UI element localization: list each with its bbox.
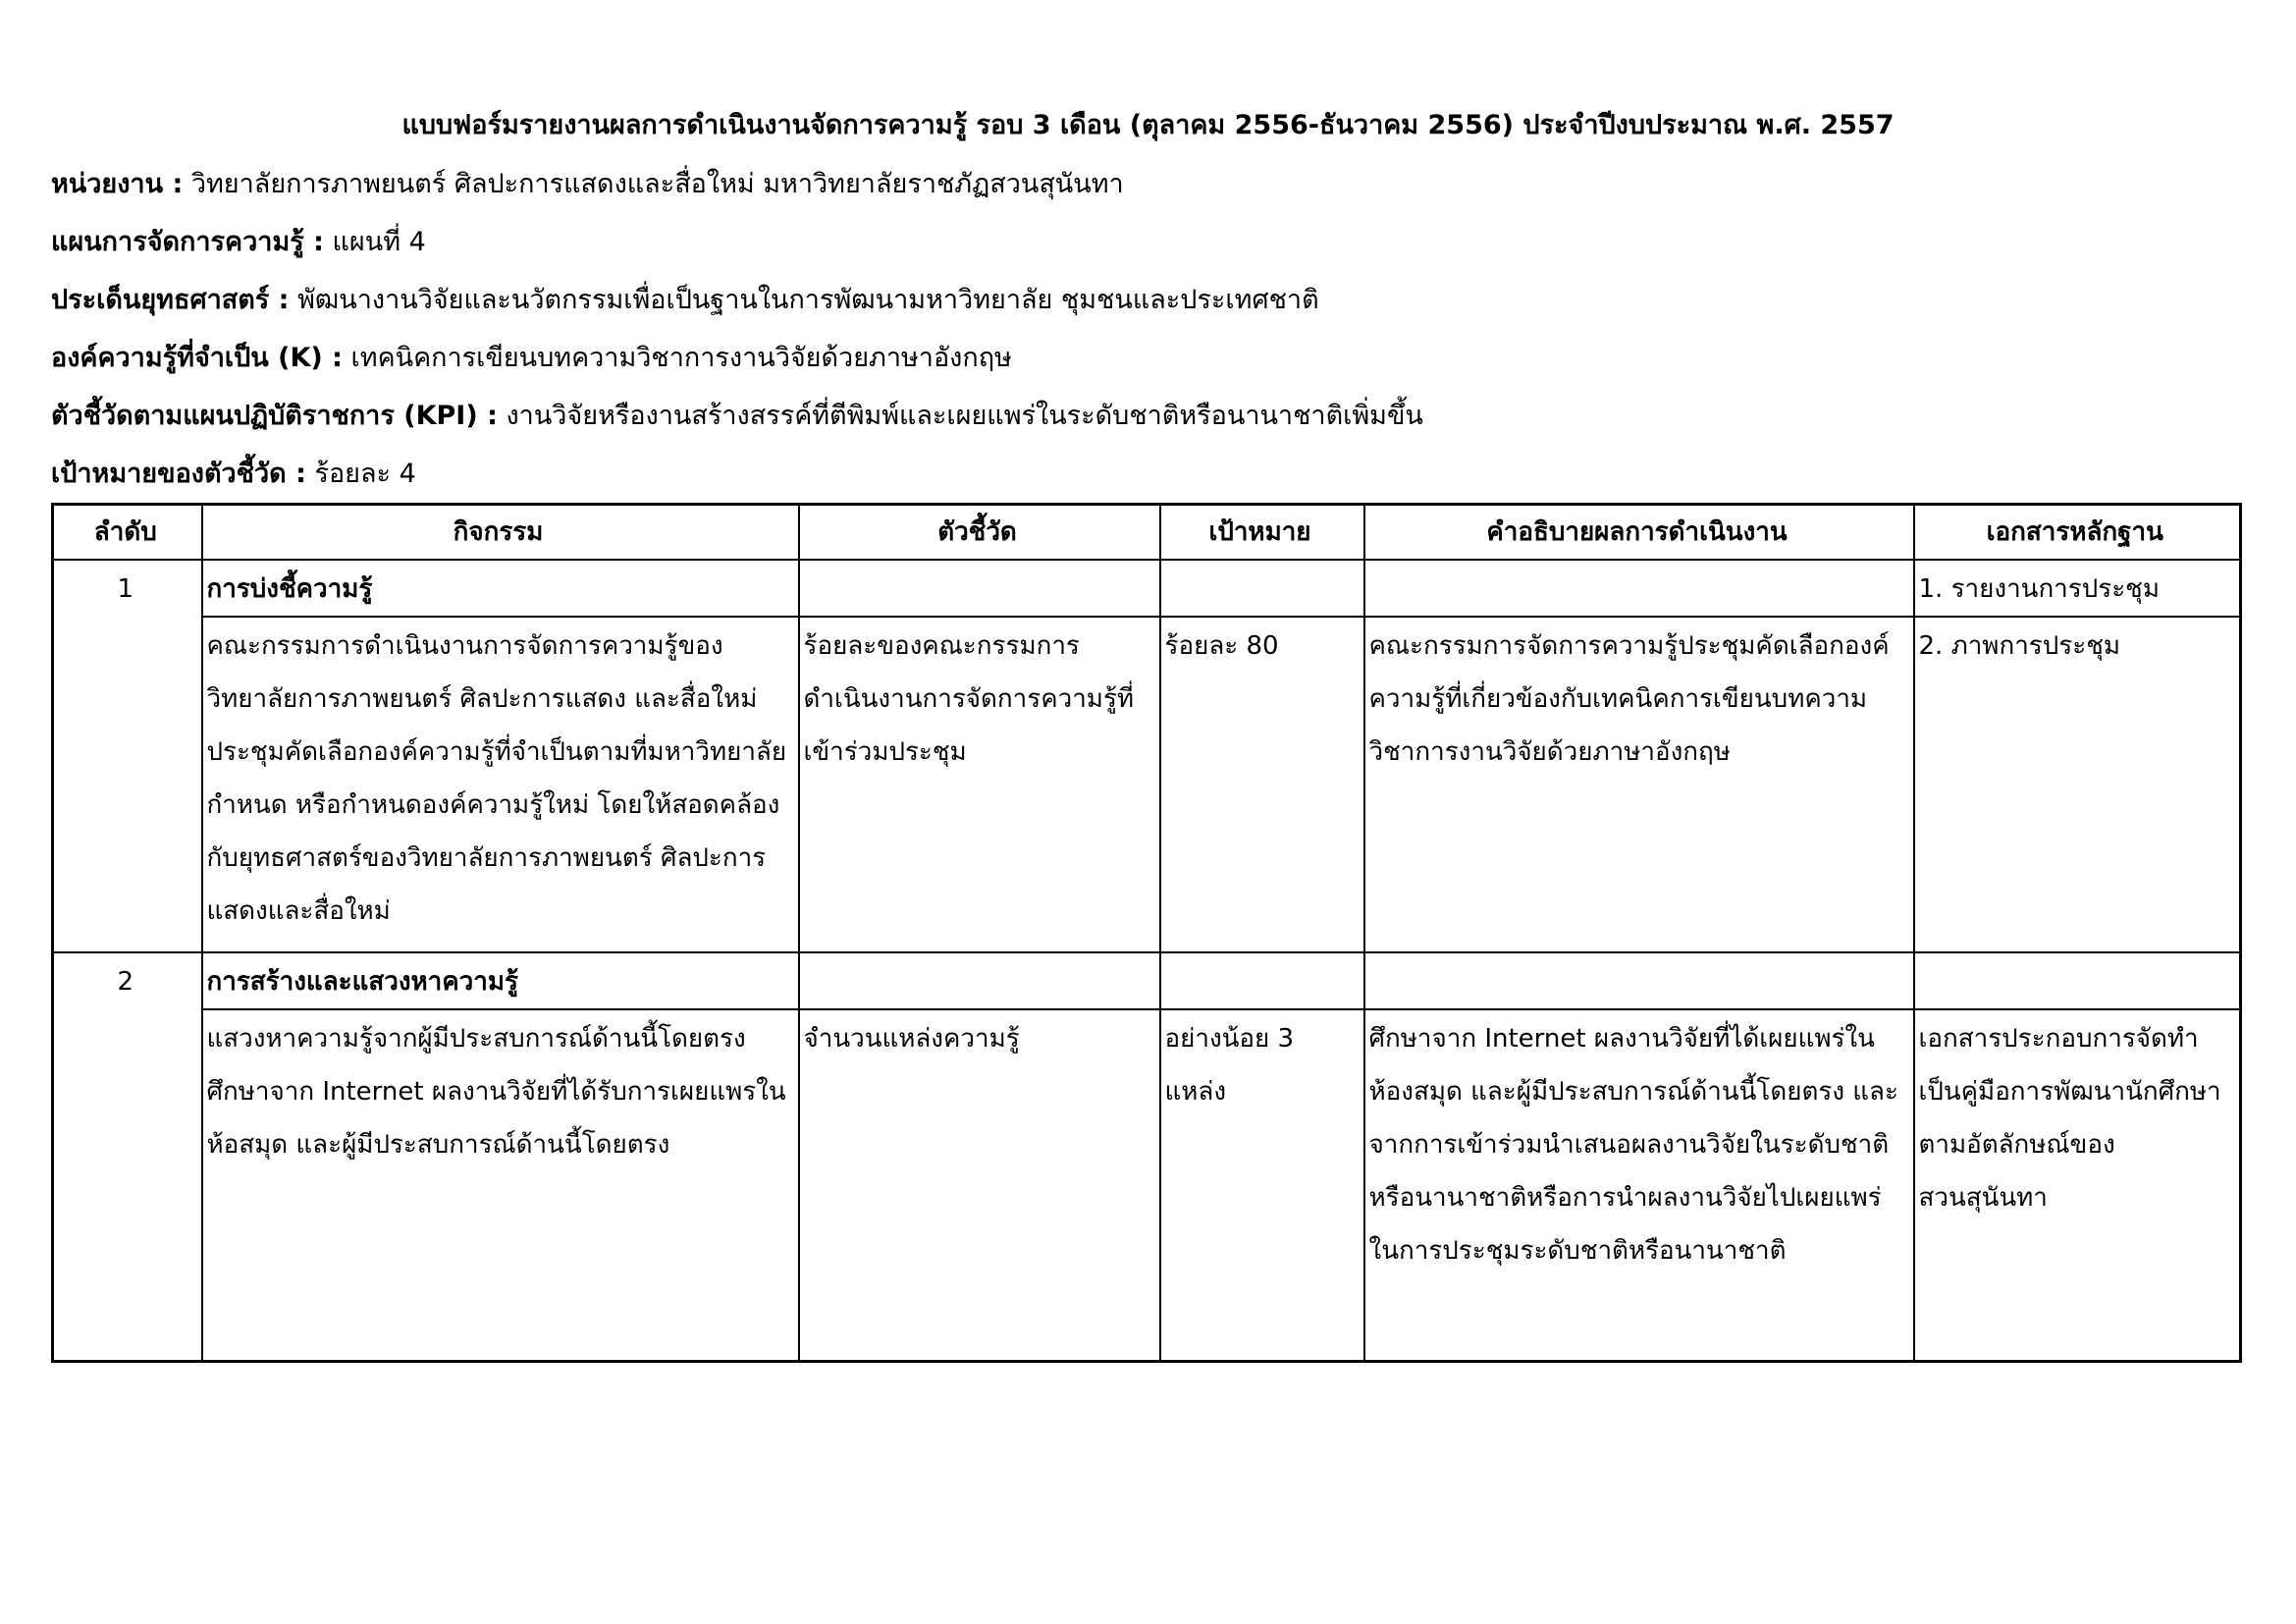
empty-cell [1364, 560, 1914, 617]
table-header-row [53, 505, 2241, 561]
table-row [53, 952, 2241, 1009]
meta-value: แผนที่ 4 [332, 227, 426, 257]
header-result: คำอธิบายผลการดำเนินงาน [1364, 505, 1914, 561]
target-cell: ร้อยละ 80 [1160, 617, 1364, 952]
evidence-cell [1914, 952, 2241, 1009]
evidence-cell: 2. ภาพการประชุม [1914, 617, 2241, 952]
result-cell: ศึกษาจาก Internet ผลงานวิจัยที่ได้เผยแพร่ในห้องสมุด และผู้มีประสบการณ์ด้านนี้โดยตรง และจากการเข้าร่วมนำเสนอผลงานวิจัยในระดับชาติหรือนานาชาติหรือการนำผลงานวิจัยไปเผยแพร่ในการประชุมระดับชาติหรือนานาชาติ [1364, 1009, 1914, 1362]
table-row [53, 1009, 2241, 1362]
header-evidence: เอกสารหลักฐาน [1914, 505, 2241, 561]
meta-label: ตัวชี้วัดตามแผนปฏิบัติราชการ (KPI) : [51, 401, 498, 431]
meta-strategy [51, 281, 1319, 320]
result-cell: คณะกรรมการจัดการความรู้ประชุมคัดเลือกองค์ความรู้ที่เกี่ยวข้องกับเทคนิคการเขียนบทความวิชาการงานวิจัยด้วยภาษาอังกฤษ [1364, 617, 1914, 952]
empty-cell [799, 560, 1160, 617]
report-table [51, 503, 2242, 1363]
meta-value: งานวิจัยหรืองานสร้างสรรค์ที่ตีพิมพ์และเผยแพร่ในระดับชาติหรือนานาชาติเพิ่มขึ้น [506, 401, 1423, 431]
table-row [53, 560, 2241, 617]
meta-kpi [51, 397, 1423, 436]
indicator-cell: จำนวนแหล่งความรู้ [799, 1009, 1160, 1362]
header-seq: ลำดับ [53, 505, 202, 561]
empty-cell [1160, 560, 1364, 617]
meta-unit [51, 165, 1124, 204]
meta-value: ร้อยละ 4 [314, 459, 416, 489]
section-heading: การสร้างและแสวงหาความรู้ [202, 952, 799, 1009]
page-title: แบบฟอร์มรายงานผลการดำเนินงานจัดการความรู้ รอบ 3 เดือน (ตุลาคม 2556-ธันวาคม 2556) ประจำปีงบประมาณ พ.ศ. 2557 [401, 110, 1895, 140]
empty-cell [1364, 952, 1914, 1009]
meta-label: ประเด็นยุทธศาสตร์ : [51, 285, 290, 315]
header-activity: กิจกรรม [202, 505, 799, 561]
evidence-cell: 1. รายงานการประชุม [1914, 560, 2241, 617]
meta-value: พัฒนางานวิจัยและนวัตกรรมเพื่อเป็นฐานในการพัฒนามหาวิทยาลัย ชุมชนและประเทศชาติ [297, 285, 1319, 315]
table-row [53, 617, 2241, 952]
meta-label: หน่วยงาน : [51, 169, 184, 199]
header-indicator: ตัวชี้วัด [799, 505, 1160, 561]
meta-kpi-target [51, 455, 416, 494]
meta-value: วิทยาลัยการภาพยนตร์ ศิลปะการแสดงและสื่อใหม่ มหาวิทยาลัยราชภัฏสวนสุนันทา [190, 169, 1124, 199]
seq-cell: 1 [53, 560, 202, 952]
meta-label: องค์ความรู้ที่จำเป็น (K) : [51, 343, 343, 373]
meta-label: แผนการจัดการความรู้ : [51, 227, 324, 257]
meta-value: เทคนิคการเขียนบทความวิชาการงานวิจัยด้วยภาษาอังกฤษ [350, 343, 1012, 373]
meta-label: เป้าหมายของตัวชี้วัด : [51, 459, 306, 489]
activity-cell: คณะกรรมการดำเนินงานการจัดการความรู้ของวิทยาลัยการภาพยนตร์ ศิลปะการแสดง และสื่อใหม่ประชุมคัดเลือกองค์ความรู้ที่จำเป็นตามที่มหาวิทยาลัยกำหนด หรือกำหนดองค์ความรู้ใหม่ โดยให้สอดคล้องกับยุทธศาสตร์ของวิทยาลัยการภาพยนตร์ ศิลปะการแสดงและสื่อใหม่ [202, 617, 799, 952]
meta-knowledge [51, 339, 1012, 378]
activity-cell: แสวงหาความรู้จากผู้มีประสบการณ์ด้านนี้โดยตรง ศึกษาจาก Internet ผลงานวิจัยที่ได้รับการเผยแพรในห้อสมุด และผู้มีประสบการณ์ด้านนี้โดยตรง [202, 1009, 799, 1362]
indicator-cell: ร้อยละของคณะกรรมการดำเนินงานการจัดการความรู้ที่เข้าร่วมประชุม [799, 617, 1160, 952]
meta-km-plan [51, 223, 426, 262]
evidence-cell: เอกสารประกอบการจัดทำเป็นคู่มือการพัฒนานักศึกษาตามอัตลักษณ์ของสวนสุนันทา [1914, 1009, 2241, 1362]
header-target: เป้าหมาย [1160, 505, 1364, 561]
seq-cell: 2 [53, 952, 202, 1362]
empty-cell [799, 952, 1160, 1009]
target-cell: อย่างน้อย 3 แหล่ง [1160, 1009, 1364, 1362]
empty-cell [1160, 952, 1364, 1009]
section-heading: การบ่งชี้ความรู้ [202, 560, 799, 617]
